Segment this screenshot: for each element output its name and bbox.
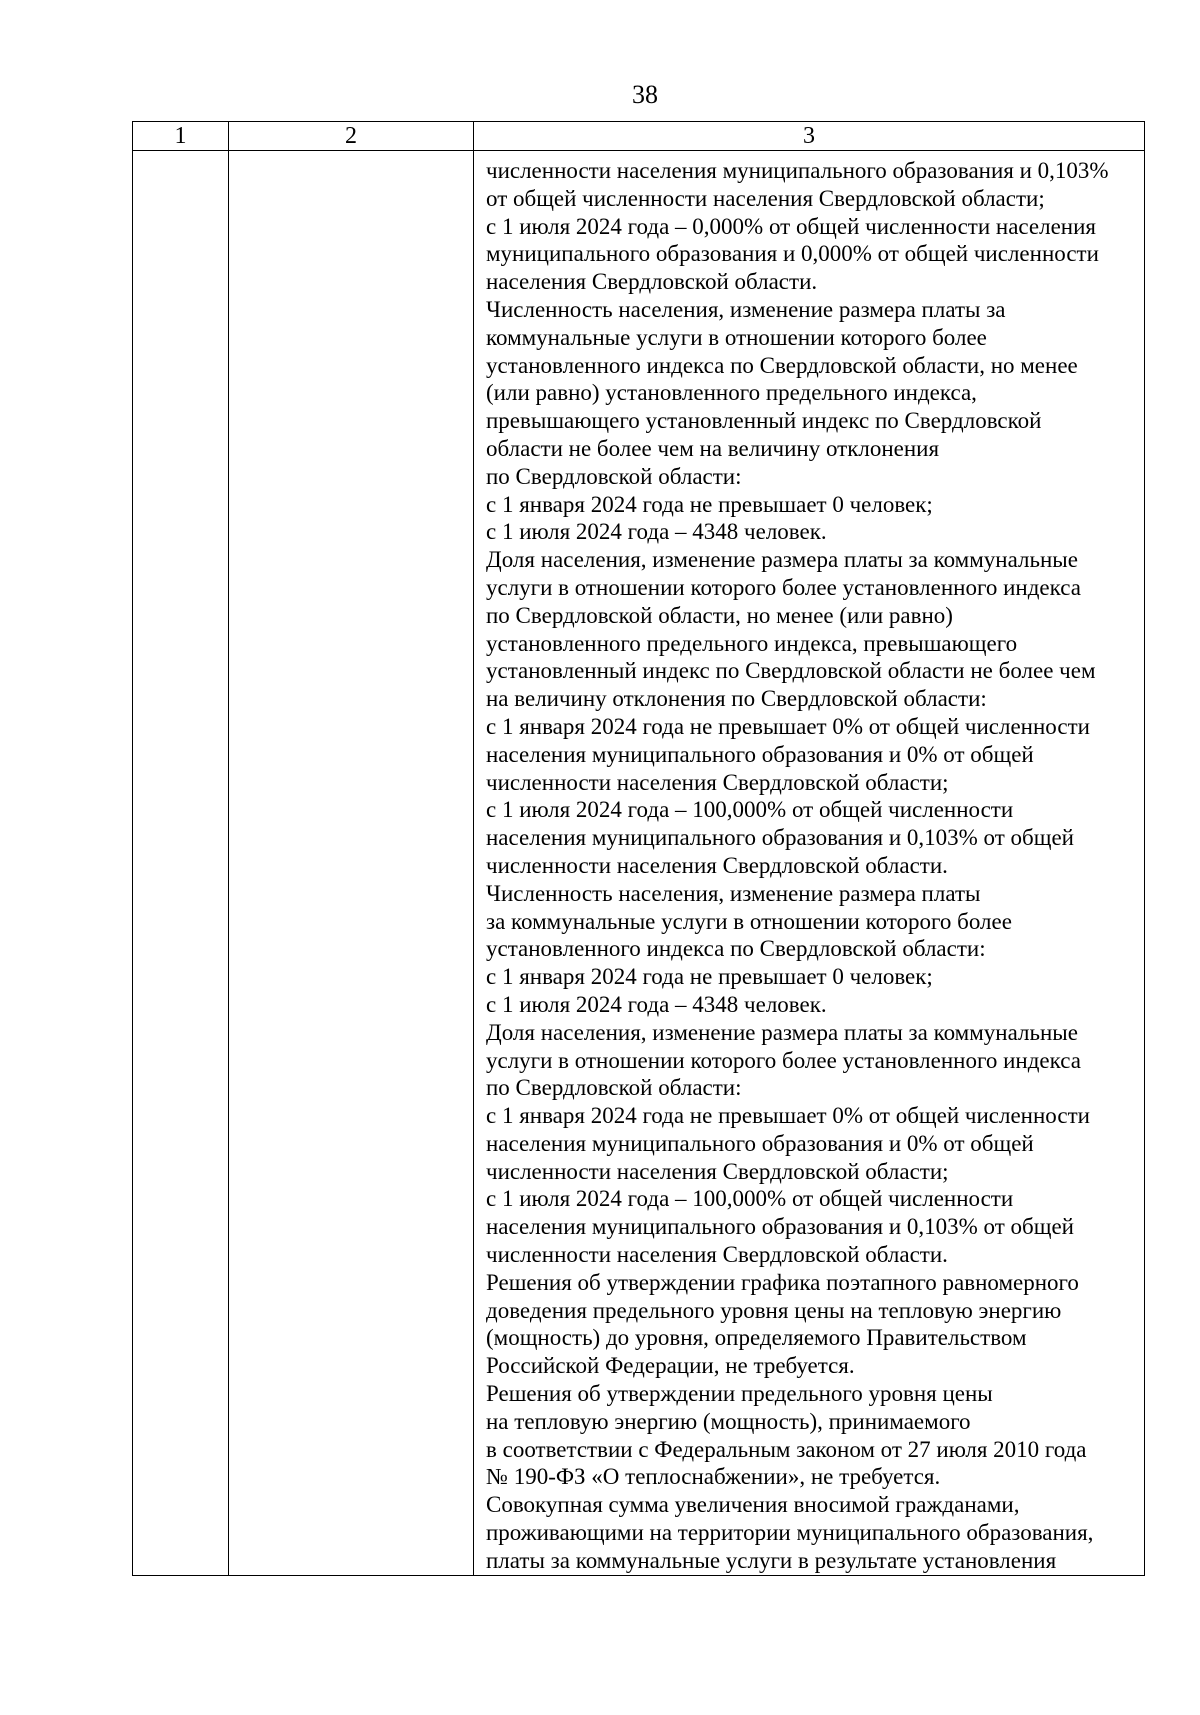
cell-column-3-text xyxy=(474,151,1144,1575)
text-line: Доля населения, изменение размера платы за коммунальные xyxy=(486,1019,1078,1045)
column-header-3: 3 xyxy=(474,122,1145,151)
text-line: Численность населения, изменение размера платы xyxy=(486,880,981,906)
page-number: 38 xyxy=(632,80,658,109)
text-line: населения муниципального образования и 0,103% от общей xyxy=(486,825,1074,851)
text-line: превышающего установленный индекс по Свердловской xyxy=(486,408,1042,434)
table-row xyxy=(133,151,1145,1576)
text-line: с 1 января 2024 года не превышает 0 человек; xyxy=(486,964,933,990)
text-line: с 1 июля 2024 года – 0,000% от общей численности населения xyxy=(486,213,1097,239)
document-table xyxy=(132,121,1145,1576)
text-line: № 190-ФЗ «О теплоснабжении», не требуется. xyxy=(486,1464,941,1490)
text-line: на тепловую энергию (мощность), принимаемого xyxy=(486,1408,971,1434)
text-line: численности населения Свердловской области; xyxy=(486,1158,949,1184)
text-line: услуги в отношении которого более установленного индекса xyxy=(486,574,1081,600)
text-line: по Свердловской области, но менее (или равно) xyxy=(486,602,953,628)
text-line: Решения об утверждении предельного уровня цены xyxy=(486,1381,993,1407)
text-line: населения муниципального образования и 0% от общей xyxy=(486,1130,1034,1156)
text-line: в соответствии с Федеральным законом от 27 июля 2010 года xyxy=(486,1436,1087,1462)
text-line: (мощность) до уровня, определяемого Правительством xyxy=(486,1325,1027,1351)
text-line: области не более чем на величину отклонения xyxy=(486,435,940,461)
text-line: установленного предельного индекса, превышающего xyxy=(486,630,1018,656)
text-line: Доля населения, изменение размера платы за коммунальные xyxy=(486,547,1078,573)
text-line: Российской Федерации, не требуется. xyxy=(486,1353,855,1379)
text-line: от общей численности населения Свердловской области; xyxy=(486,185,1045,211)
text-line: доведения предельного уровня цены на тепловую энергию xyxy=(486,1297,1062,1323)
text-line: за коммунальные услуги в отношении которого более xyxy=(486,908,1012,934)
text-line: с 1 января 2024 года не превышает 0% от общей численности xyxy=(486,1103,1090,1129)
text-line: коммунальные услуги в отношении которого более xyxy=(486,324,987,350)
text-line: численности населения Свердловской области. xyxy=(486,852,948,878)
text-line: платы за коммунальные услуги в результате установления xyxy=(486,1547,1057,1573)
text-line: установленного индекса по Свердловской области: xyxy=(486,936,986,962)
text-line: с 1 июля 2024 года – 4348 человек. xyxy=(486,991,827,1017)
text-line: по Свердловской области: xyxy=(486,1075,742,1101)
column-header-2: 2 xyxy=(229,122,474,151)
column-header-1: 1 xyxy=(133,122,229,151)
text-line: населения Свердловской области. xyxy=(486,269,818,295)
cell-column-1 xyxy=(133,151,229,1576)
text-line: установленный индекс по Свердловской области не более чем xyxy=(486,658,1096,684)
text-line: по Свердловской области: xyxy=(486,463,742,489)
text-line: численности населения муниципального образования и 0,103% xyxy=(486,158,1109,183)
text-line: с 1 января 2024 года не превышает 0% от общей численности xyxy=(486,713,1090,739)
text-line: численности населения Свердловской области. xyxy=(486,1242,948,1268)
text-line: Численность населения, изменение размера платы за xyxy=(486,296,1006,322)
text-line: с 1 июля 2024 года – 100,000% от общей численности xyxy=(486,797,1014,823)
text-line: с 1 января 2024 года не превышает 0 человек; xyxy=(486,491,933,517)
text-line: (или равно) установленного предельного индекса, xyxy=(486,380,977,406)
text-line: населения муниципального образования и 0% от общей xyxy=(486,741,1034,767)
text-line: Решения об утверждении графика поэтапного равномерного xyxy=(486,1269,1079,1295)
text-line: услуги в отношении которого более установленного индекса xyxy=(486,1047,1081,1073)
table-header-row xyxy=(133,122,1145,151)
text-line: на величину отклонения по Свердловской области: xyxy=(486,686,987,712)
text-line: муниципального образования и 0,000% от общей численности xyxy=(486,241,1099,267)
text-line: установленного индекса по Свердловской области, но менее xyxy=(486,352,1078,378)
text-line: численности населения Свердловской области; xyxy=(486,769,949,795)
text-line: с 1 июля 2024 года – 100,000% от общей численности xyxy=(486,1186,1014,1212)
cell-column-2 xyxy=(229,151,474,1576)
text-line: населения муниципального образования и 0,103% от общей xyxy=(486,1214,1074,1240)
text-line: с 1 июля 2024 года – 4348 человек. xyxy=(486,519,827,545)
cell-column-3 xyxy=(474,151,1145,1576)
text-line: Совокупная сумма увеличения вносимой гражданами, xyxy=(486,1492,1020,1518)
text-line: проживающими на территории муниципального образования, xyxy=(486,1520,1094,1546)
